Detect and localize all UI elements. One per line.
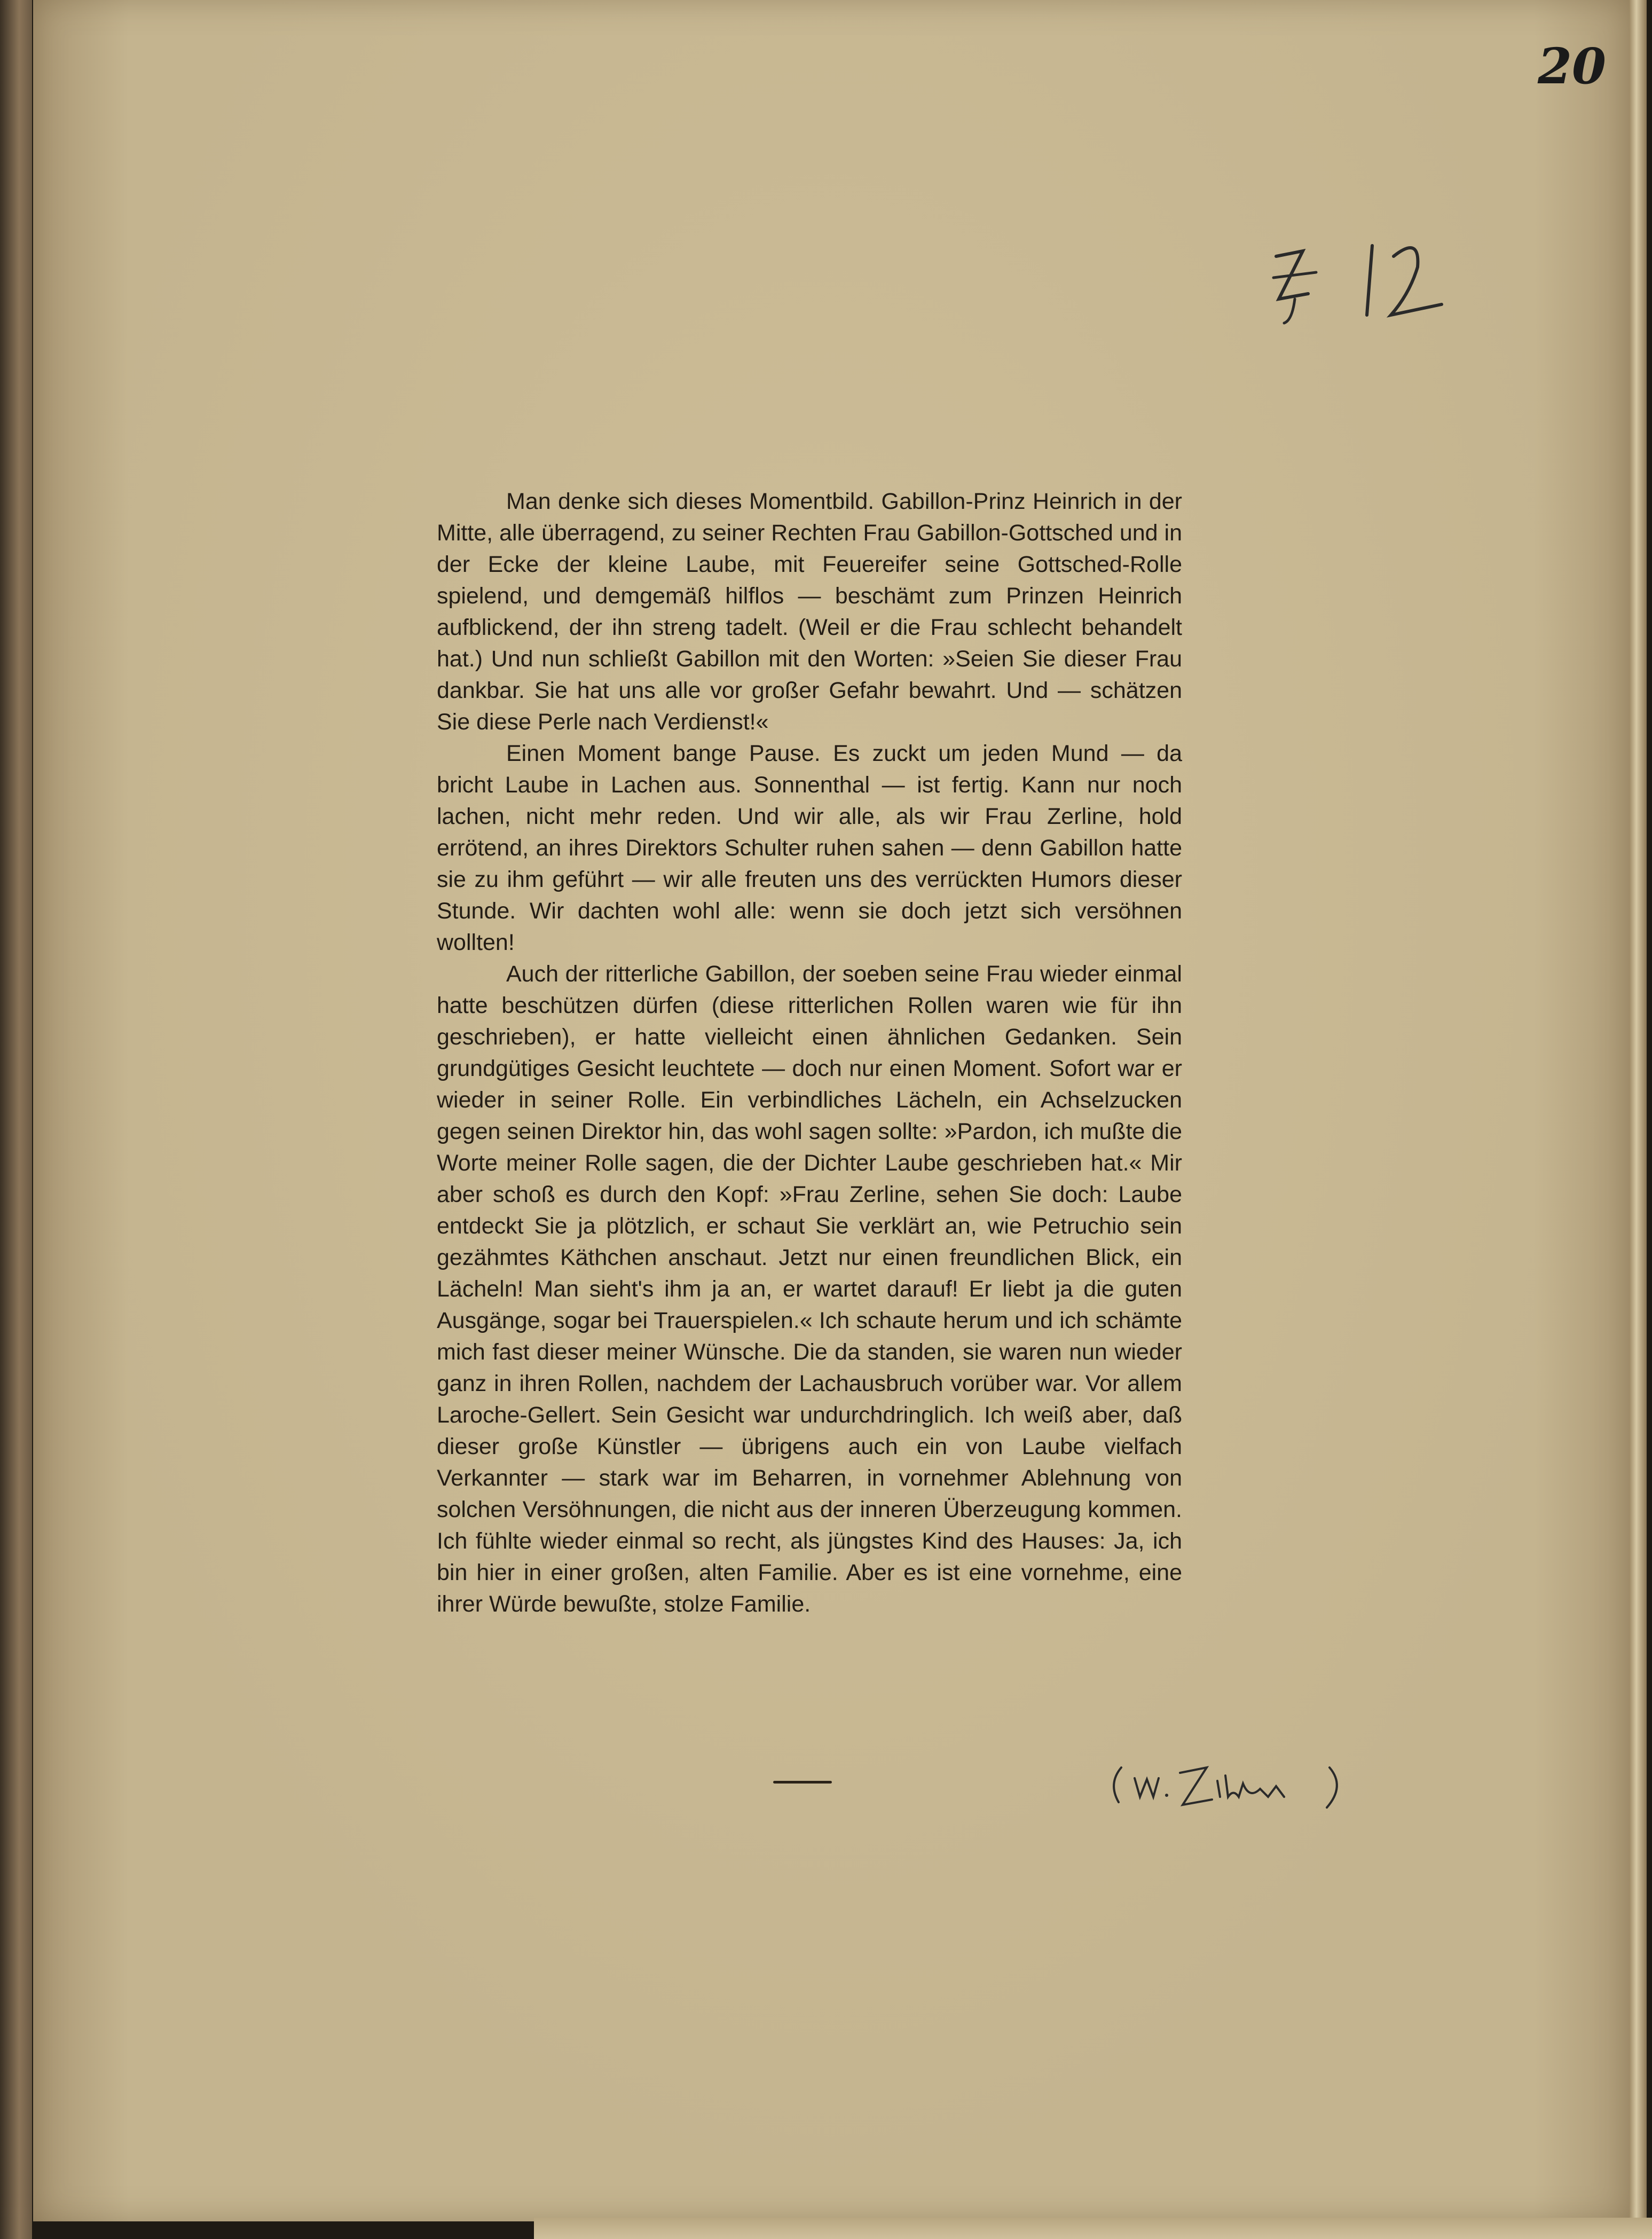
handwritten-page-number: 20 xyxy=(1538,37,1607,95)
binding-strip xyxy=(0,0,32,2239)
handwritten-signature xyxy=(1105,1746,1351,1816)
paragraph-3: Auch der ritterliche Gabillon, der soeben seine Frau wieder einmal hatte beschützen dürfen (diese ritterlichen Rollen waren wie für ihn geschrieben), er hatte vielleicht einen ähnlichen Gedanken. Sein grundgütiges Gesicht leuchtete — doch nur einen Moment. Sofort war er wieder in seiner Rolle. Ein verbindliches Lächeln, ein Achselzucken gegen seinen Direktor hin, das wohl sagen sollte: »Pardon, ich mußte die Worte meiner Rolle sagen, die der Dichter Laube geschrieben hat.« Mir aber schoß es durch den Kopf: »Frau Zerline, sehen Sie doch: Laube entdeckt Sie ja plötzlich, er schaut Sie verklärt an, wie Petruchio sein gezähmtes Käthchen anschaut. Jetzt nur einen freundlichen Blick, ein Lächeln! Man sieht's ihm ja an, er wartet darauf! Er liebt ja die guten Ausgänge, sogar bei Trauerspielen.« Ich schaute herum und ich schämte mich fast dieser meiner Wünsche. Die da standen, sie waren nun wieder ganz in ihren Rollen, nachdem der Lachausbruch vorüber war. Vor allem Laroche-Gellert. Sein Gesicht war undurchdringlich. Ich weiß aber, daß dieser große Künstler — übrigens auch ein von Laube vielfach Verkannter — stark war im Beharren, in vornehmer Ablehnung von solchen Versöhnungen, die nicht aus der inneren Überzeugung kommen. Ich fühlte wieder einmal so recht, als jüngstes Kind des Hauses: Ja, ich bin hier in einer großen, alten Familie. Aber es ist eine vornehme, eine ihrer Würde bewußte, stolze Familie. xyxy=(437,961,1182,1617)
paragraph-1: Man denke sich dieses Momentbild. Gabillon-Prinz Heinrich in der Mitte, alle überragend, zu seiner Rechten Frau Gabillon-Gottsched und in der Ecke der kleine Laube, mit Feuereifer seine Gottsched-Rolle spielend, und demgemäß hilflos — beschämt zum Prinzen Heinrich aufblickend, der ihn streng tadelt. (Weil er die Frau schlecht behandelt hat.) Und nun schließt Gabillon mit den Worten: »Seien Sie dieser Frau dankbar. Sie hat uns alle vor großer Gefahr bewahrt. Und — schätzen Sie diese Perle nach Verdienst!« xyxy=(437,489,1182,735)
page-edge xyxy=(1630,0,1647,2239)
handwritten-archive-mark xyxy=(1265,235,1463,331)
paragraph-2: Einen Moment bange Pause. Es zuckt um jeden Mund — da bricht Laube in Lachen aus. Sonnenthal — ist fertig. Kann nur noch lachen, nicht mehr reden. Und wir alle, als wir Frau Zerline, hold errötend, an ihres Direktors Schulter ruhen sahen — denn Gabillon hatte sie zu ihm geführt — wir alle freuten uns des verrückten Humors dieser Stunde. Wir dachten wohl alle: wenn sie doch jetzt sich versöhnen wollten! xyxy=(437,741,1182,955)
article-body xyxy=(437,486,1182,1620)
page-bottom-edge xyxy=(534,2218,1652,2239)
closing-rule xyxy=(773,1781,832,1784)
